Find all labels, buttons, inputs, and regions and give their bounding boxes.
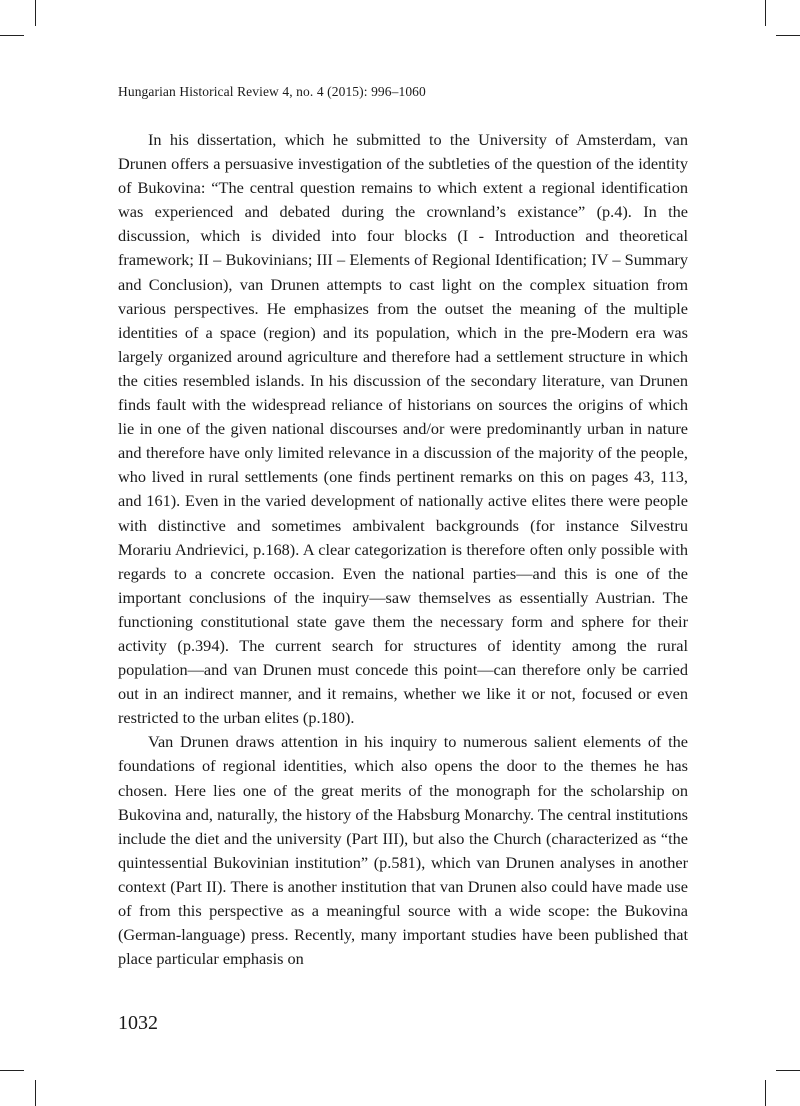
crop-mark-bottom-left-horizontal [0, 1070, 24, 1071]
crop-mark-top-right-horizontal [776, 35, 800, 36]
article-body [118, 128, 688, 971]
crop-mark-bottom-right-horizontal [776, 1070, 800, 1071]
paragraph: In his dissertation, which he submitted to the University of Amsterdam, van Drunen offers a persuasive investigation of the subtleties of the question of the identity of Bukovina: “The central question remains to which extent a regional identification was experienced and debated during the crownland’s existance” (p.4). In the discussion, which is divided into four blocks (I - Introduction and theoretical framework; II – Bukovinians; III – Elements of Regional Identification; IV – Summary and Conclusion), van Drunen attempts to cast light on the complex situation from various perspectives. He emphasizes from the outset the meaning of the multiple identities of a space (region) and its population, which in the pre-Modern era was largely organized around agriculture and therefore had a settlement structure in which the cities resembled islands. In his discussion of the secondary literature, van Drunen finds fault with the widespread reliance of historians on sources the origins of which lie in one of the given national discourses and/or were predominantly urban in nature and therefore have only limited relevance in a discussion of the majority of the people, who lived in rural settlements (one finds pertinent remarks on this on pages 43, 113, and 161). Even in the varied development of nationally active elites there were people with distinctive and sometimes ambivalent backgrounds (for instance Silvestru Morariu Andrievici, p.168). A clear categorization is therefore often only possible with regards to a concrete occasion. Even the national parties—and this is one of the important conclusions of the inquiry—saw themselves as essentially Austrian. The functioning constitutional state gave them the necessary form and sphere for their activity (p.394). The current search for structures of identity among the rural population—and van Drunen must concede this point—can therefore only be carried out in an indirect manner, and it remains, whether we like it or not, focused or even restricted to the urban elites (p.180). [118, 130, 688, 728]
paragraph: Van Drunen draws attention in his inquiry to numerous salient elements of the foundations of regional identities, which also opens the door to the themes he has chosen. Here lies one of the great merits of the monograph for the scholarship on Bukovina and, naturally, the history of the Habsburg Monarchy. The central institutions include the diet and the university (Part III), but also the Church (characterized as “the quintessential Bukovinian institution” (p.581), which van Drunen analyses in another context (Part II). There is another institution that van Drunen also could have made use of from this perspective as a meaningful source with a wide scope: the Bukovina (German-language) press. Recently, many important studies have been published that place particular emphasis on [118, 732, 688, 969]
crop-mark-top-left-vertical [35, 0, 36, 26]
crop-mark-bottom-left-vertical [35, 1080, 36, 1106]
running-head: Hungarian Historical Review 4, no. 4 (2015): 996–1060 [118, 84, 426, 99]
crop-mark-top-left-horizontal [0, 35, 24, 36]
crop-mark-bottom-right-vertical [765, 1080, 766, 1106]
page-number: 1032 [118, 1012, 158, 1034]
crop-mark-top-right-vertical [765, 0, 766, 26]
